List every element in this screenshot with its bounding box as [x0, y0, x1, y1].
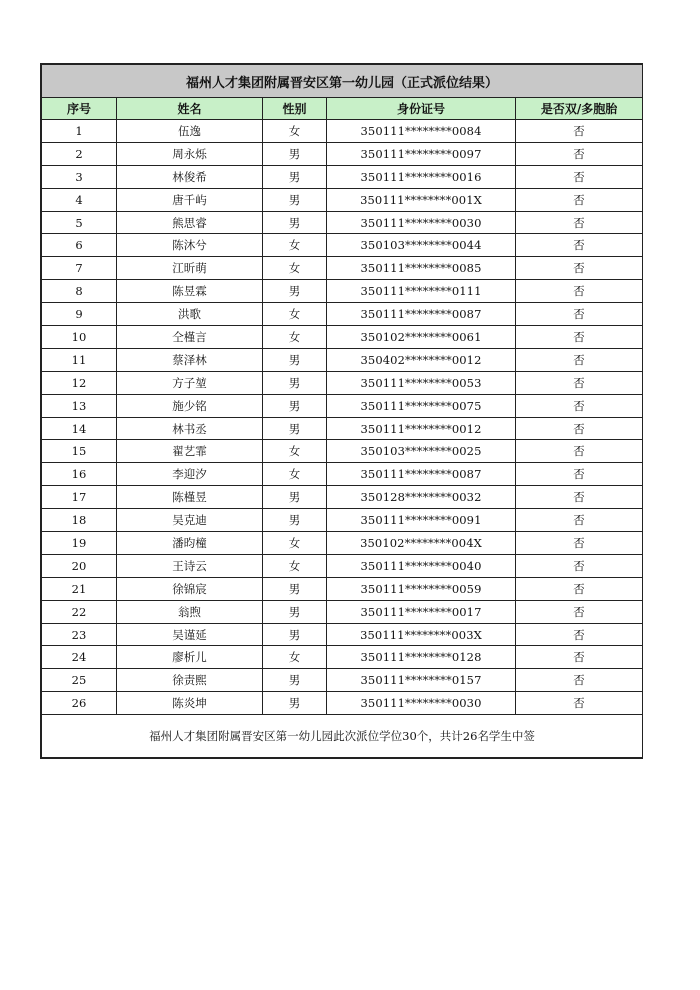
cell-twin-status: 否	[516, 669, 643, 692]
cell-id-number: 350111********0087	[327, 303, 516, 326]
cell-twin-status: 否	[516, 280, 643, 303]
cell-gender: 男	[263, 600, 327, 623]
table-row	[42, 669, 643, 692]
cell-twin-status: 否	[516, 371, 643, 394]
cell-name: 方子堃	[117, 371, 263, 394]
cell-number: 15	[42, 440, 117, 463]
cell-twin-status: 否	[516, 257, 643, 280]
results-sheet	[40, 63, 643, 759]
column-header-number: 序号	[42, 98, 117, 120]
cell-gender: 男	[263, 280, 327, 303]
cell-name: 李迎汐	[117, 463, 263, 486]
cell-number: 2	[42, 142, 117, 165]
table-row	[42, 463, 643, 486]
cell-number: 25	[42, 669, 117, 692]
cell-id-number: 350111********0111	[327, 280, 516, 303]
table-row	[42, 303, 643, 326]
cell-gender: 女	[263, 303, 327, 326]
cell-name: 徐锦宸	[117, 577, 263, 600]
table-row	[42, 348, 643, 371]
cell-id-number: 350102********004X	[327, 532, 516, 555]
summary-note: 福州人才集团附属晋安区第一幼儿园此次派位学位30个，共计26名学生中签	[42, 715, 643, 758]
cell-name: 洪歌	[117, 303, 263, 326]
cell-gender: 男	[263, 348, 327, 371]
cell-name: 熊思睿	[117, 211, 263, 234]
cell-id-number: 350111********0128	[327, 646, 516, 669]
cell-twin-status: 否	[516, 326, 643, 349]
cell-name: 翁煦	[117, 600, 263, 623]
results-table	[41, 64, 643, 758]
cell-name: 蔡泽林	[117, 348, 263, 371]
cell-gender: 女	[263, 554, 327, 577]
cell-gender: 女	[263, 532, 327, 555]
cell-name: 吴谨延	[117, 623, 263, 646]
cell-number: 12	[42, 371, 117, 394]
cell-name: 林俊希	[117, 165, 263, 188]
cell-gender: 男	[263, 417, 327, 440]
cell-name: 唐千屿	[117, 188, 263, 211]
cell-twin-status: 否	[516, 211, 643, 234]
table-row	[42, 371, 643, 394]
cell-twin-status: 否	[516, 417, 643, 440]
table-row	[42, 623, 643, 646]
cell-id-number: 350111********0157	[327, 669, 516, 692]
table-row	[42, 577, 643, 600]
cell-number: 6	[42, 234, 117, 257]
cell-twin-status: 否	[516, 692, 643, 715]
cell-twin-status: 否	[516, 120, 643, 143]
cell-twin-status: 否	[516, 554, 643, 577]
cell-twin-status: 否	[516, 463, 643, 486]
cell-gender: 女	[263, 463, 327, 486]
cell-name: 潘昀橦	[117, 532, 263, 555]
cell-name: 王诗云	[117, 554, 263, 577]
table-row	[42, 211, 643, 234]
column-header-id: 身份证号	[327, 98, 516, 120]
cell-id-number: 350111********001X	[327, 188, 516, 211]
cell-gender: 男	[263, 394, 327, 417]
table-row	[42, 142, 643, 165]
table-row	[42, 165, 643, 188]
table-row	[42, 120, 643, 143]
cell-gender: 男	[263, 486, 327, 509]
cell-number: 26	[42, 692, 117, 715]
table-row	[42, 188, 643, 211]
cell-gender: 女	[263, 326, 327, 349]
table-row	[42, 394, 643, 417]
footer-row	[42, 715, 643, 758]
cell-number: 5	[42, 211, 117, 234]
cell-name: 施少铭	[117, 394, 263, 417]
cell-gender: 男	[263, 509, 327, 532]
cell-number: 11	[42, 348, 117, 371]
table-row	[42, 326, 643, 349]
cell-name: 陈昱霖	[117, 280, 263, 303]
cell-id-number: 350111********0075	[327, 394, 516, 417]
cell-twin-status: 否	[516, 303, 643, 326]
cell-number: 23	[42, 623, 117, 646]
cell-name: 翟艺霏	[117, 440, 263, 463]
cell-gender: 女	[263, 234, 327, 257]
page-title: 福州人才集团附属晋安区第一幼儿园（正式派位结果）	[42, 65, 643, 98]
cell-number: 24	[42, 646, 117, 669]
cell-name: 伍逸	[117, 120, 263, 143]
table-row	[42, 509, 643, 532]
cell-number: 9	[42, 303, 117, 326]
column-header-twin: 是否双/多胞胎	[516, 98, 643, 120]
column-header-gender: 性别	[263, 98, 327, 120]
cell-id-number: 350111********0059	[327, 577, 516, 600]
cell-twin-status: 否	[516, 440, 643, 463]
cell-name: 陈槿昱	[117, 486, 263, 509]
cell-name: 仝槿言	[117, 326, 263, 349]
cell-number: 16	[42, 463, 117, 486]
table-row	[42, 646, 643, 669]
cell-twin-status: 否	[516, 532, 643, 555]
cell-gender: 男	[263, 188, 327, 211]
cell-number: 4	[42, 188, 117, 211]
cell-twin-status: 否	[516, 577, 643, 600]
cell-id-number: 350111********0085	[327, 257, 516, 280]
table-row	[42, 440, 643, 463]
cell-gender: 男	[263, 623, 327, 646]
cell-number: 17	[42, 486, 117, 509]
table-row	[42, 257, 643, 280]
cell-number: 22	[42, 600, 117, 623]
cell-id-number: 350111********0030	[327, 692, 516, 715]
cell-id-number: 350111********0097	[327, 142, 516, 165]
cell-twin-status: 否	[516, 394, 643, 417]
cell-gender: 男	[263, 692, 327, 715]
cell-twin-status: 否	[516, 646, 643, 669]
cell-name: 陈沐兮	[117, 234, 263, 257]
cell-id-number: 350103********0025	[327, 440, 516, 463]
table-row	[42, 417, 643, 440]
table-row	[42, 486, 643, 509]
cell-id-number: 350111********0053	[327, 371, 516, 394]
cell-id-number: 350111********0084	[327, 120, 516, 143]
cell-gender: 女	[263, 257, 327, 280]
cell-id-number: 350111********003X	[327, 623, 516, 646]
cell-gender: 男	[263, 211, 327, 234]
cell-gender: 女	[263, 440, 327, 463]
cell-number: 10	[42, 326, 117, 349]
cell-twin-status: 否	[516, 600, 643, 623]
table-row	[42, 234, 643, 257]
cell-gender: 男	[263, 371, 327, 394]
cell-gender: 女	[263, 120, 327, 143]
cell-gender: 男	[263, 165, 327, 188]
cell-twin-status: 否	[516, 165, 643, 188]
cell-name: 吴克迪	[117, 509, 263, 532]
table-row	[42, 600, 643, 623]
cell-twin-status: 否	[516, 142, 643, 165]
cell-name: 徐责熙	[117, 669, 263, 692]
cell-name: 林书丞	[117, 417, 263, 440]
cell-number: 18	[42, 509, 117, 532]
cell-id-number: 350102********0061	[327, 326, 516, 349]
cell-number: 21	[42, 577, 117, 600]
cell-gender: 男	[263, 577, 327, 600]
table-row	[42, 554, 643, 577]
cell-number: 8	[42, 280, 117, 303]
header-row	[42, 98, 643, 120]
cell-id-number: 350111********0091	[327, 509, 516, 532]
cell-name: 周永烁	[117, 142, 263, 165]
cell-id-number: 350111********0087	[327, 463, 516, 486]
cell-twin-status: 否	[516, 486, 643, 509]
cell-number: 14	[42, 417, 117, 440]
cell-twin-status: 否	[516, 348, 643, 371]
cell-gender: 男	[263, 142, 327, 165]
cell-number: 20	[42, 554, 117, 577]
cell-id-number: 350128********0032	[327, 486, 516, 509]
cell-twin-status: 否	[516, 234, 643, 257]
cell-gender: 女	[263, 646, 327, 669]
column-header-name: 姓名	[117, 98, 263, 120]
cell-gender: 男	[263, 669, 327, 692]
table-body	[42, 120, 643, 715]
cell-id-number: 350111********0016	[327, 165, 516, 188]
title-row	[42, 65, 643, 98]
cell-number: 13	[42, 394, 117, 417]
cell-twin-status: 否	[516, 188, 643, 211]
table-row	[42, 532, 643, 555]
cell-id-number: 350402********0012	[327, 348, 516, 371]
cell-number: 7	[42, 257, 117, 280]
cell-twin-status: 否	[516, 509, 643, 532]
cell-id-number: 350111********0017	[327, 600, 516, 623]
cell-number: 3	[42, 165, 117, 188]
cell-name: 江昕萌	[117, 257, 263, 280]
cell-name: 陈炎坤	[117, 692, 263, 715]
cell-id-number: 350111********0030	[327, 211, 516, 234]
cell-twin-status: 否	[516, 623, 643, 646]
cell-id-number: 350111********0040	[327, 554, 516, 577]
cell-id-number: 350103********0044	[327, 234, 516, 257]
cell-number: 1	[42, 120, 117, 143]
cell-number: 19	[42, 532, 117, 555]
table-row	[42, 280, 643, 303]
cell-id-number: 350111********0012	[327, 417, 516, 440]
table-row	[42, 692, 643, 715]
cell-name: 廖析儿	[117, 646, 263, 669]
